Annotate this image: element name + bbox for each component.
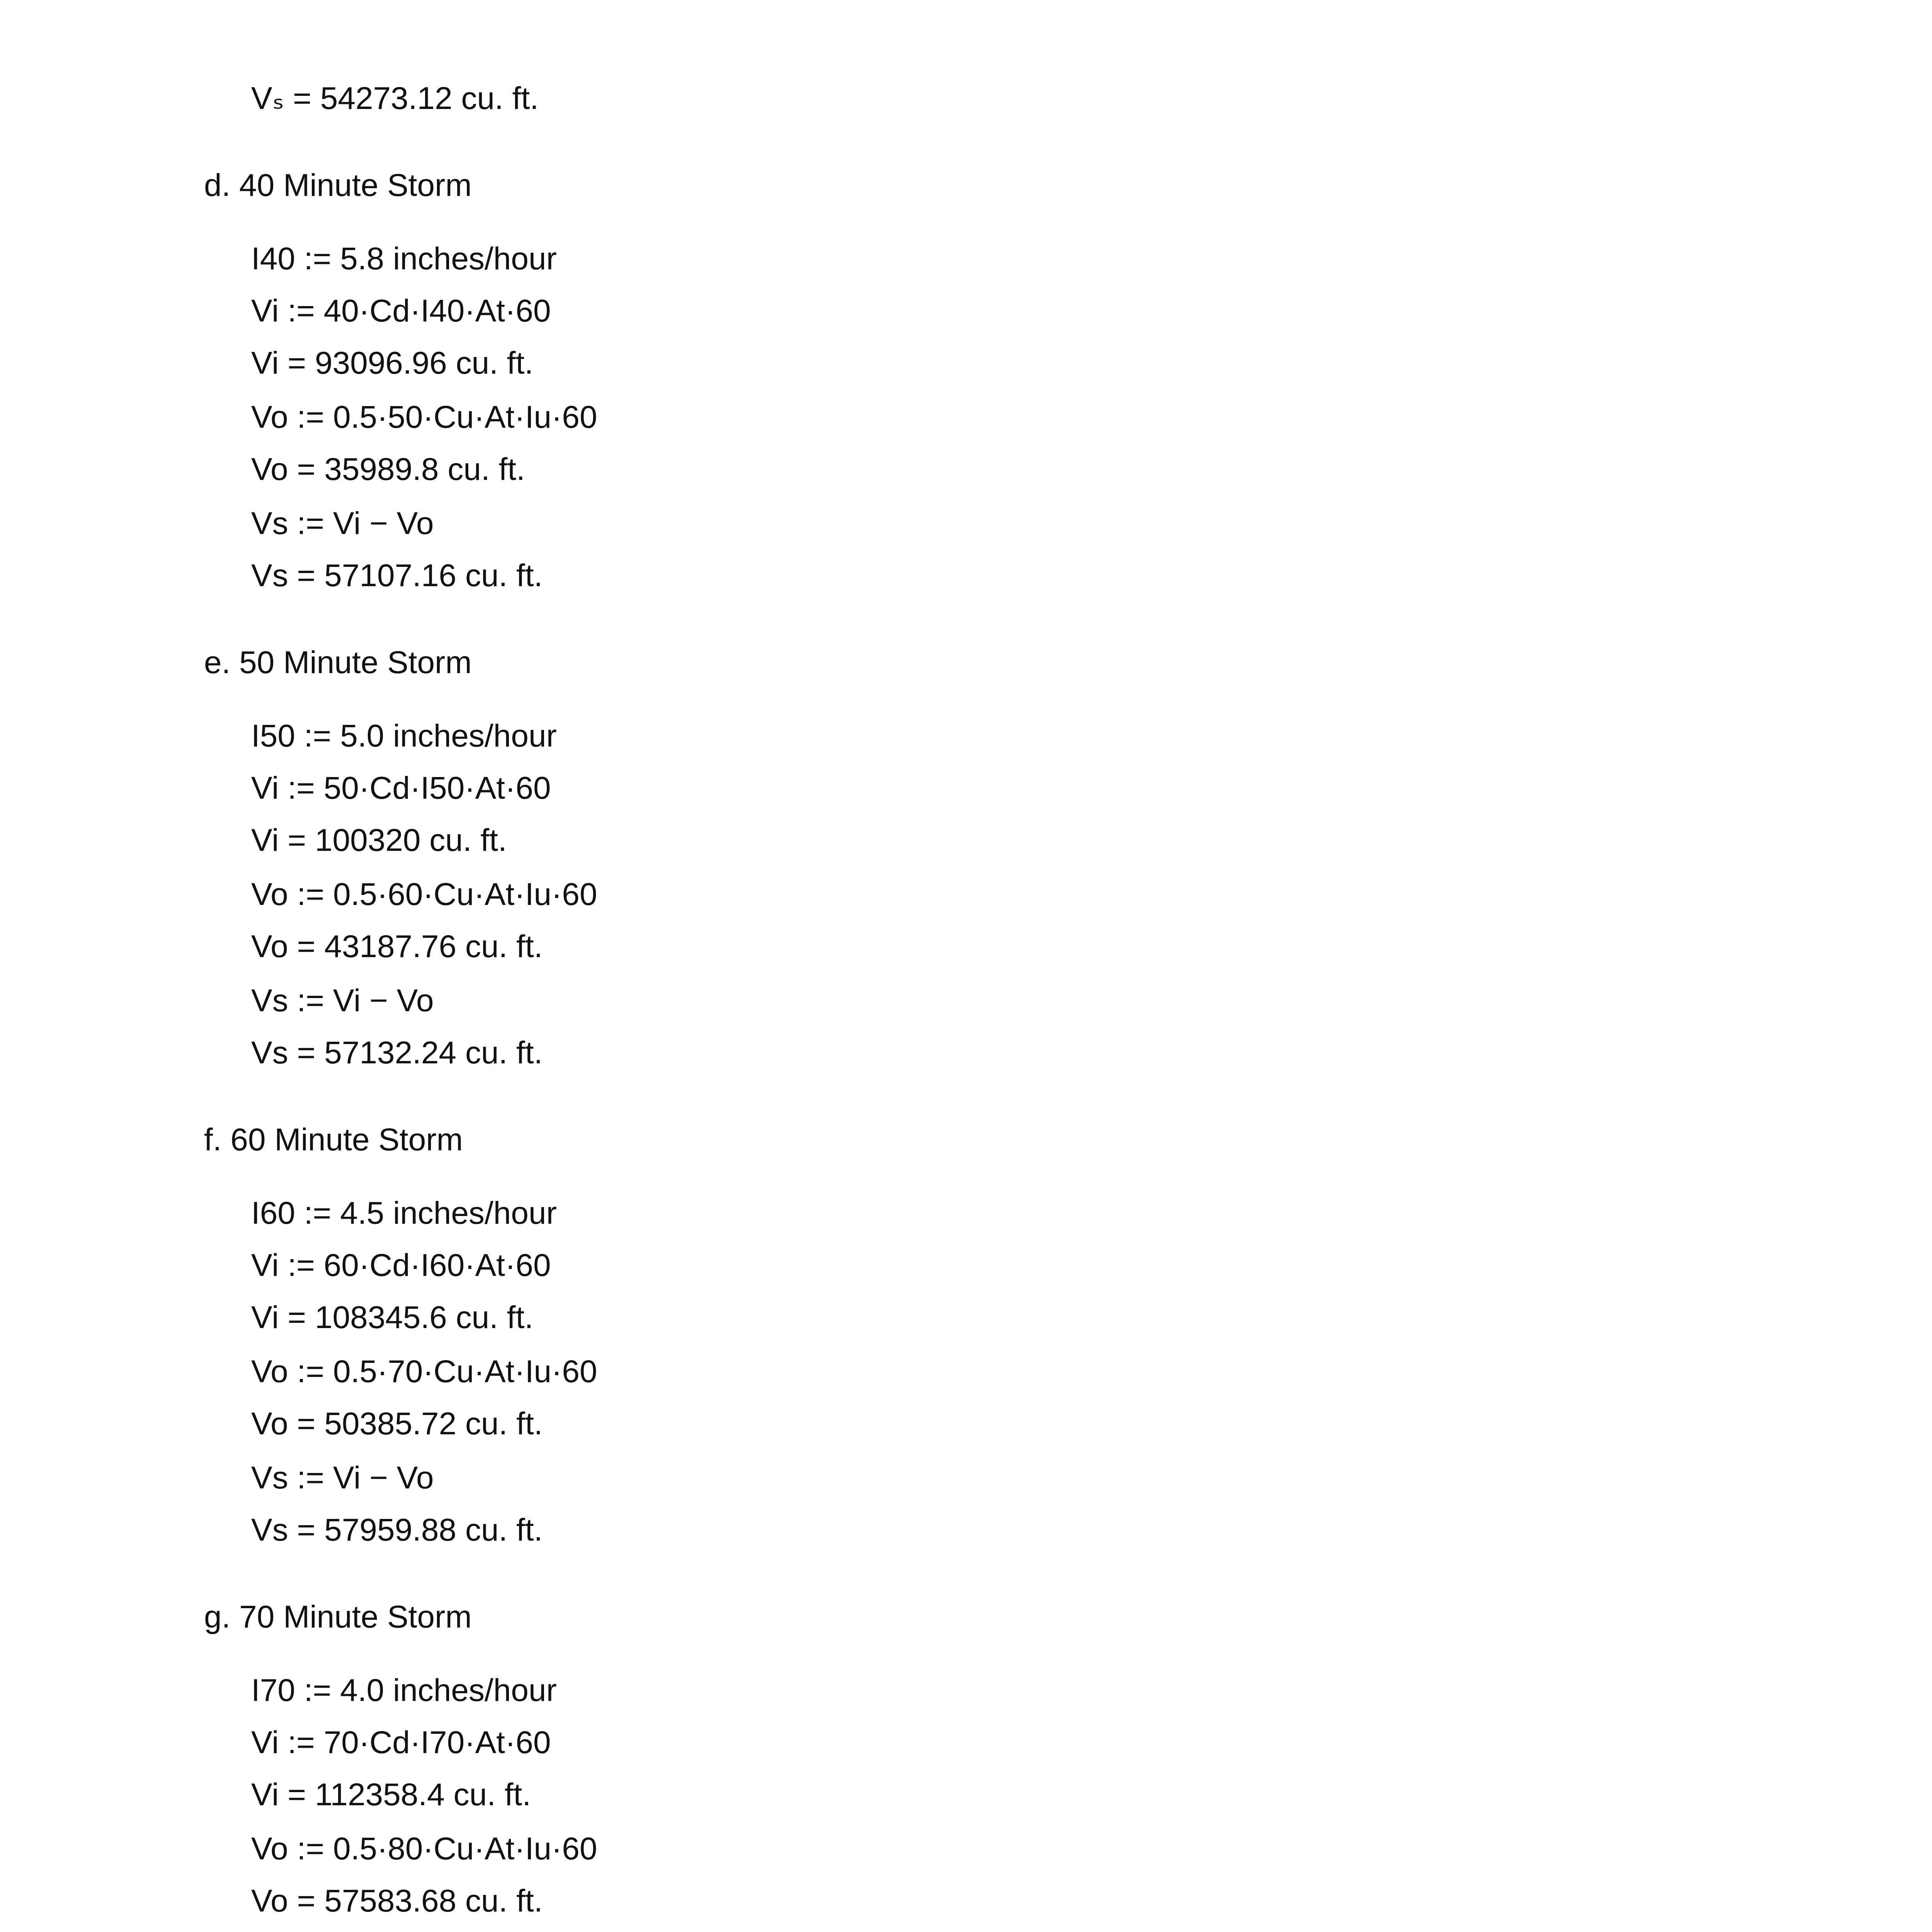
- storm-f-line-4: Vo := 0.5·70·Cu·At·Iu·60: [251, 1354, 597, 1389]
- storm-f-line-3: Vi = 108345.6 cu. ft.: [251, 1300, 534, 1335]
- storm-e-line-6: Vs := Vi − Vo: [251, 983, 434, 1018]
- storm-e-heading: e. 50 Minute Storm: [204, 645, 472, 680]
- storm-f-line-7: Vs = 57959.88 cu. ft.: [251, 1512, 543, 1548]
- storm-d-line-1: I40 := 5.8 inches/hour: [251, 241, 557, 276]
- vs-result-top: [251, 79, 539, 118]
- storm-f-line-6: Vs := Vi − Vo: [251, 1460, 434, 1495]
- storm-e-line-3: Vi = 100320 cu. ft.: [251, 823, 507, 858]
- storm-d-line-3: Vi = 93096.96 cu. ft.: [251, 345, 534, 381]
- storm-f-heading: f. 60 Minute Storm: [204, 1122, 463, 1157]
- storm-d-line-4: Vo := 0.5·50·Cu·At·Iu·60: [251, 400, 597, 435]
- storm-f-line-5: Vo = 50385.72 cu. ft.: [251, 1406, 543, 1441]
- storm-g-line-5: Vo = 57583.68 cu. ft.: [251, 1883, 543, 1918]
- storm-e-line-5: Vo = 43187.76 cu. ft.: [251, 929, 543, 964]
- storm-e-line-1: I50 := 5.0 inches/hour: [251, 718, 557, 753]
- storm-e-line-7: Vs = 57132.24 cu. ft.: [251, 1035, 543, 1070]
- storm-e-line-4: Vo := 0.5·60·Cu·At·Iu·60: [251, 877, 597, 912]
- storm-g-line-4: Vo := 0.5·80·Cu·At·Iu·60: [251, 1831, 597, 1866]
- storm-d-line-7: Vs = 57107.16 cu. ft.: [251, 558, 543, 593]
- storm-g-line-1: I70 := 4.0 inches/hour: [251, 1673, 557, 1708]
- storm-g-heading: g. 70 Minute Storm: [204, 1599, 472, 1634]
- storm-g-line-2: Vi := 70·Cd·I70·At·60: [251, 1725, 551, 1760]
- storm-e-line-2: Vi := 50·Cd·I50·At·60: [251, 770, 551, 806]
- storm-f-line-2: Vi := 60·Cd·I60·At·60: [251, 1248, 551, 1283]
- vs-result-top-text: Vₛ = 54273.12 cu. ft.: [251, 81, 539, 116]
- storm-d-line-6: Vs := Vi − Vo: [251, 506, 434, 541]
- storm-g-line-3: Vi = 112358.4 cu. ft.: [251, 1777, 531, 1812]
- storm-d-line-2: Vi := 40·Cd·I40·At·60: [251, 293, 551, 328]
- storm-d-heading: d. 40 Minute Storm: [204, 168, 472, 203]
- storm-f-line-1: I60 := 4.5 inches/hour: [251, 1196, 557, 1231]
- storm-d-line-5: Vo = 35989.8 cu. ft.: [251, 452, 525, 487]
